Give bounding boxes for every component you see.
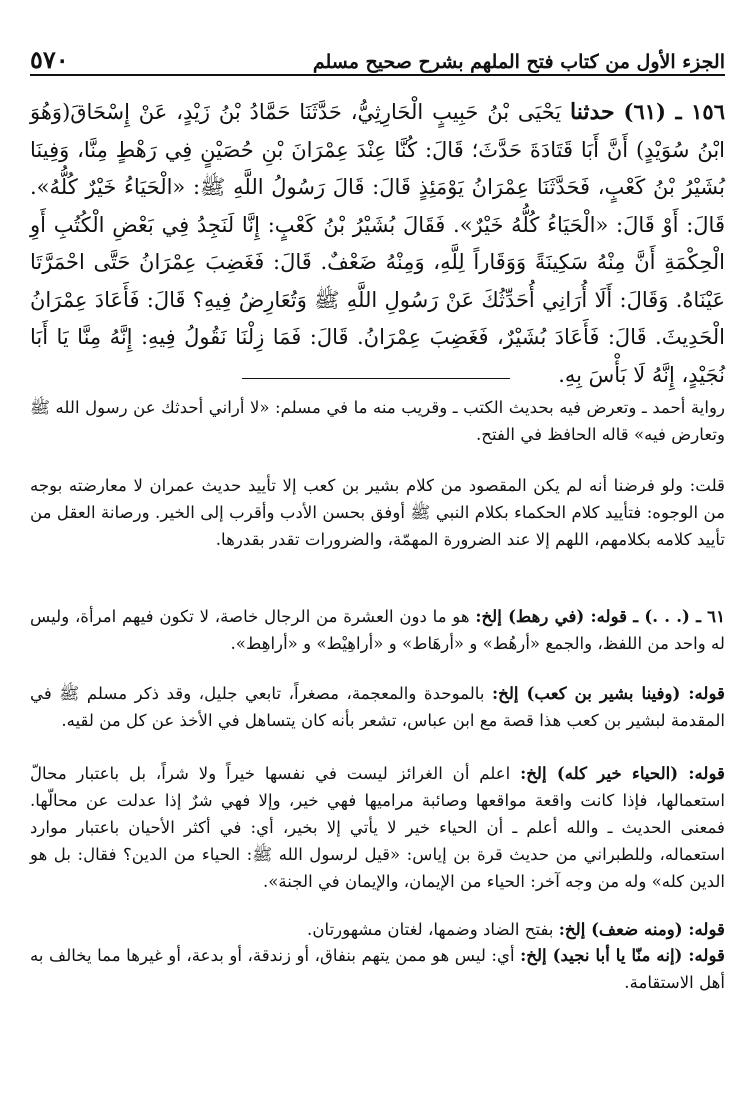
running-title: الجزء الأول من كتاب فتح الملهم بشرح صحيح مسلم xyxy=(312,51,725,73)
commentary-paragraph xyxy=(30,916,725,943)
commentary-text: اعلم أن الغرائز ليست في نفسها خيراً ولا شراً، بل باعتبار محالّ استعمالها، فإذا كانت واقعة مواقعها وصائبة مراميها فهي خير، وإلا فهي شرٌ إذا عدلت عن محالّها. فمعنى الحديث ـ والله أعلم ـ أن الحياء خير لا يأتي إلا بخير، أي: في أكثر الأحيان باعتبار موارد استعماله، وللطبراني من حديث قرة بن إياس: «قيل لرسول الله ﷺ: الحياء من الدين؟ فقال: بل هو الدين كله» وله من وجه آخر: الحياء من الإيمان، والإيمان في الجنة». xyxy=(30,764,725,891)
commentary-text: بفتح الضاد وضمها، لغتان مشهورتان. xyxy=(307,920,554,939)
footnote-divider xyxy=(242,378,510,379)
commentary-paragraph xyxy=(30,394,725,448)
commentary-text: رواية أحمد ـ وتعرض فيه بحديث الكتب ـ وقريب منه ما في مسلم: «لا أراني أحدثك عن رسول الله ﷺ وتعارض فيه» قاله الحافظ في الفتح. xyxy=(30,398,725,444)
commentary-paragraph xyxy=(30,472,725,553)
commentary-text: أي: ليس هو ممن يتهم بنفاق، أو زندقة، أو بدعة، أو غيرها مما يخالف به أهل الاستقامة. xyxy=(30,946,725,992)
page-header xyxy=(30,38,725,76)
commentary-text: هو ما دون العشرة من الرجال خاصة، لا تكون فيهم امرأة، وليس له واحد من اللفظ، والجمع «أرهُط» و «أرهَاط» و «أراهِيْط» و «أراهِط». xyxy=(30,607,725,653)
commentary-text: بالموحدة والمعجمة، مصغراً، تابعي جليل، وقد ذكر مسلم ﷺ في المقدمة لبشير بن كعب هذا قصة مع ابن عباس، تشعر بأنه كان يتساهل في الأخذ عن كل من لقيه. xyxy=(30,684,725,730)
hadith-lead: حدثنا xyxy=(570,99,615,125)
commentary-lead: قوله: (ومنه ضعف) إلخ: xyxy=(558,919,725,939)
hadith-number: ١٥٦ ـ (٦١) xyxy=(623,99,725,124)
commentary-lead: قوله: (وفينا بشير بن كعب) إلخ: xyxy=(492,683,725,703)
commentary-paragraph xyxy=(30,942,725,996)
page-number: ٥٧٠ xyxy=(30,45,69,74)
commentary-paragraph xyxy=(30,680,725,734)
commentary-text: قلت: ولو فرضنا أنه لم يكن المقصود من كلام بشير بن كعب إلا تأييد حديث عمران لا معارضته بوجه من الوجوه: فتأييد كلام الحكماء بكلام النبي ﷺ أوفق بحسن الأدب وأقرب إلى الخير. ورصانة العقل من تأييد كلامه بكلامهم، اللهم إلا عند الضرورة المهمّة، والضرورات تقدر بقدرها. xyxy=(30,476,725,549)
commentary-paragraph xyxy=(30,760,725,895)
commentary-lead: قوله: (إنه منّا يا أبا نجيد) إلخ: xyxy=(520,945,725,965)
commentary-paragraph xyxy=(30,603,725,657)
hadith-body: يَحْيَى بْنُ حَبِيبٍ الْحَارِثِيُّ، حَدَّثَنَا حَمَّادُ بْنُ زَيْدٍ، عَنْ إِسْحَاقَ(وَهُوَ ابْنُ سُوَيْدٍ) أَنَّ أَبَا قَتَادَةَ حَدَّثَ؛ قَالَ: كُنَّا عِنْدَ عِمْرَانَ بْنِ حُصَيْنٍ فِي رَهْطٍ مِنَّا، وَفِينَا بُشَيْرُ بْنُ كَعْبٍ، فَحَدَّثَنَا عِمْرَانُ يَوْمَئِذٍ قَالَ: قَالَ رَسُولُ اللَّهِ ﷺ: «الْحَيَاءُ خَيْرٌ كُلُّهُ». قَالَ: أَوْ قَالَ: «الْحَيَاءُ كُلُّهُ خَيْرٌ». فَقَالَ بُشَيْرُ بْنُ كَعْبٍ: إِنَّا لَنَجِدُ فِي بَعْضِ الْكُتُبِ أَوِ الْحِكْمَةِ أَنَّ مِنْهُ سَكِينَةً وَوَقَاراً لِلَّهِ، وَمِنْهُ ضَعْفٌ. قَالَ: فَغَضِبَ عِمْرَانُ حَتَّى احْمَرَّتَا عَيْنَاهُ. وَقَالَ: أَلَا أُرَانِي أُحَدِّثُكَ عَنْ رَسُولِ اللَّهِ ﷺ وَتُعَارِضُ فِيهِ؟ قَالَ: فَأَعَادَ عِمْرَانُ الْحَدِيثَ. قَالَ: فَأَعَادَ بُشَيْرٌ، فَغَضِبَ عِمْرَانُ. قَالَ: فَمَا زِلْنَا نَقُولُ فِيهِ: إِنَّهُ مِنَّا يَا أَبَا نُجَيْدٍ، إِنَّهُ لَا بَأْسَ بِهِ. xyxy=(30,100,725,387)
commentary-lead: قوله: (الحياء خير كله) إلخ: xyxy=(520,763,725,783)
commentary-lead: ٦١ ـ (. . .) ـ قوله: (في رهط) إلخ: xyxy=(475,606,725,626)
hadith-text xyxy=(30,93,725,394)
